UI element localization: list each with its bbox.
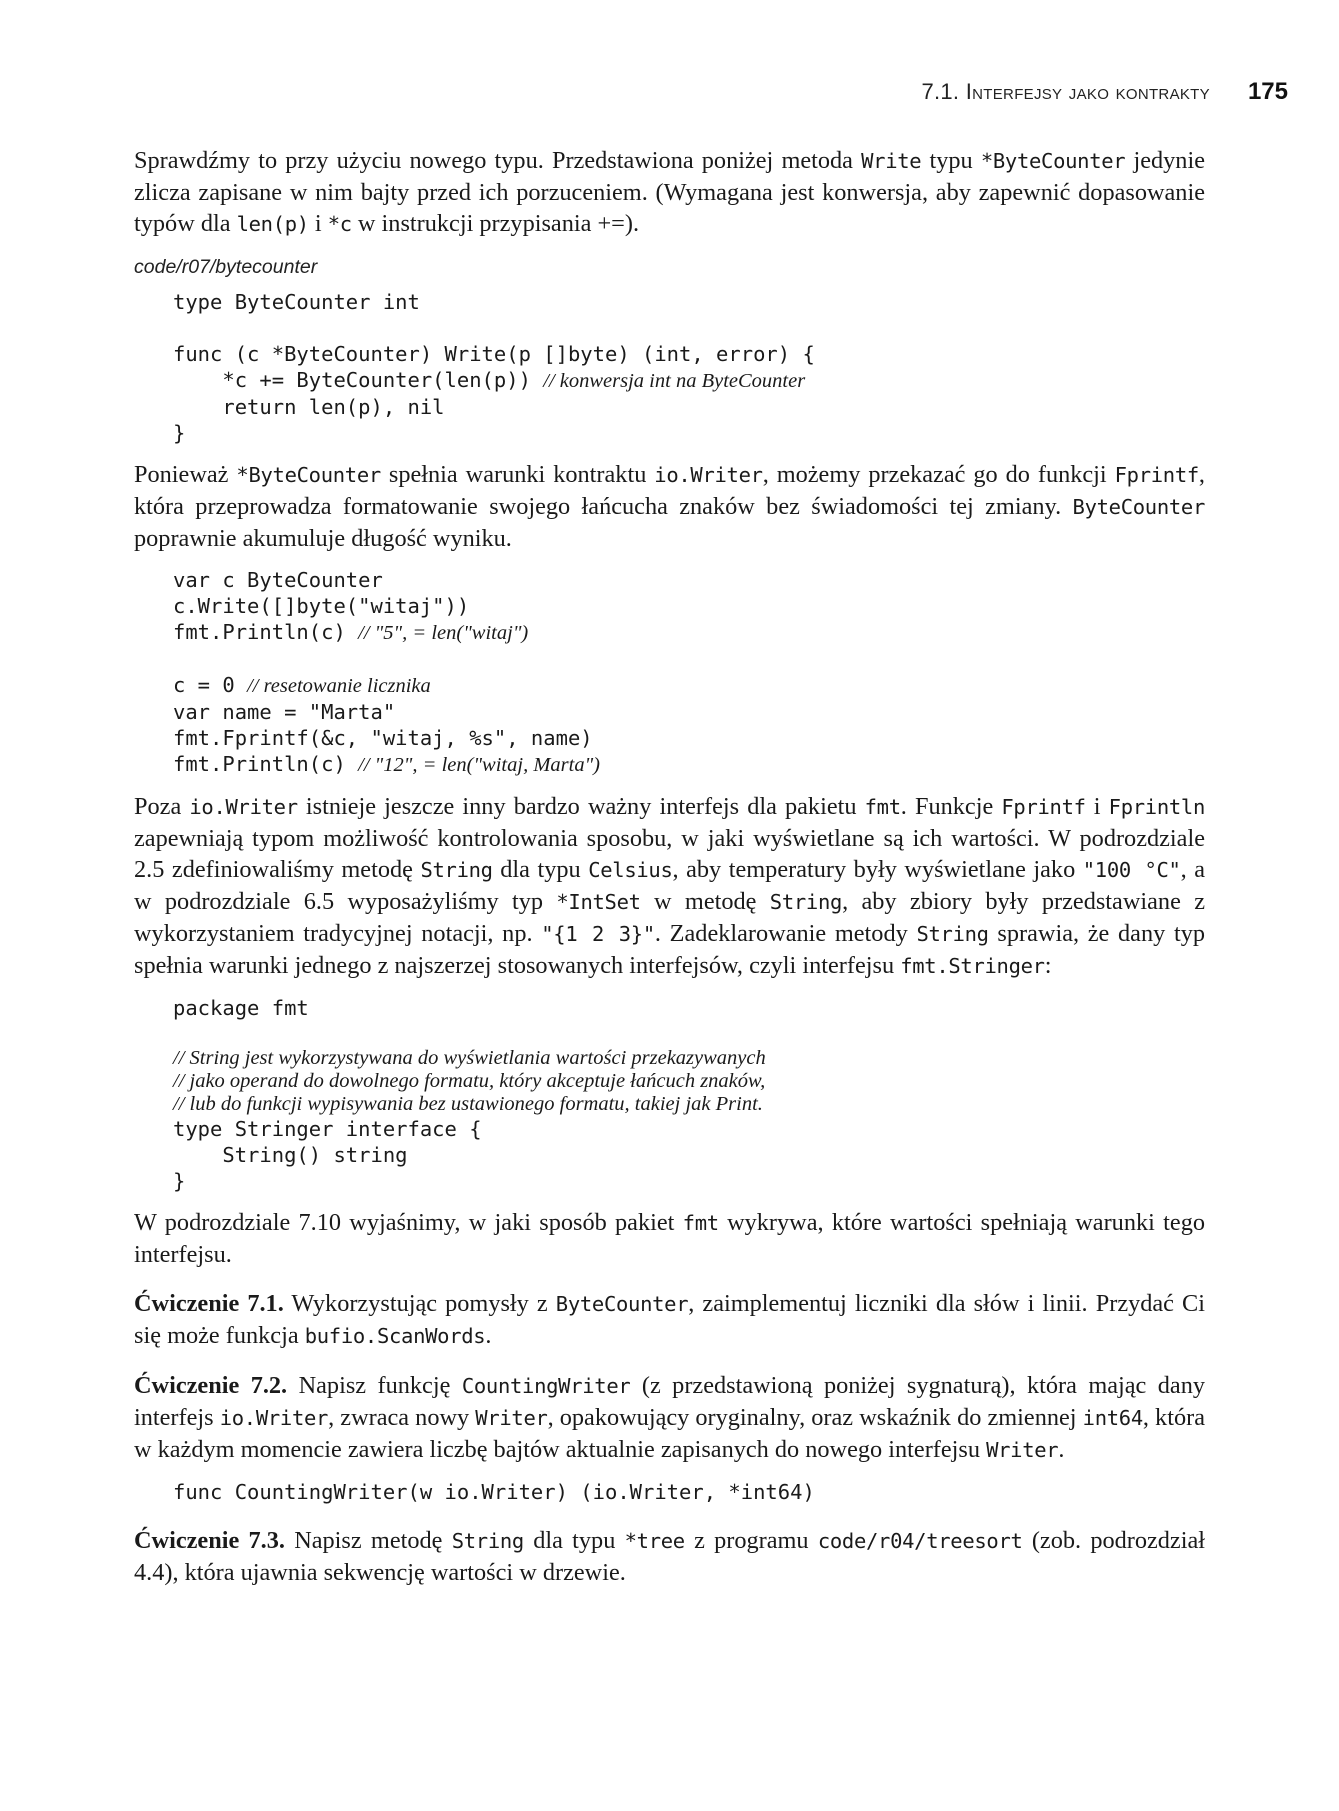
text: , zaimplementuj liczniki dla słów i linii. Przydać Ci się może funkcja xyxy=(134,1290,1206,1349)
code-line: func CountingWriter(w io.Writer) (io.Writer, *int64) xyxy=(173,1480,815,1504)
exercise-label: Ćwiczenie 7.2. xyxy=(134,1372,288,1399)
code-path-label: code/r07/bytecounter xyxy=(134,256,318,278)
code-line: func (c *ByteCounter) Write(p []byte) (int, error) { xyxy=(173,342,815,366)
code-text: fmt.Println(c) xyxy=(173,752,359,776)
text: z programu xyxy=(684,1527,818,1554)
inline-code: *c xyxy=(327,212,352,236)
text: typu xyxy=(921,147,981,174)
text: Sprawdźmy to przy użyciu nowego typu. Przedstawiona poniżej metoda xyxy=(134,147,862,174)
inline-code: String xyxy=(916,922,989,946)
inline-code: Celsius xyxy=(588,858,673,882)
text: Ponieważ xyxy=(134,461,237,488)
code-line: } xyxy=(173,1169,186,1193)
inline-code: String xyxy=(451,1529,524,1553)
paragraph-fmt-detect xyxy=(134,1207,1205,1270)
inline-code: Fprintf xyxy=(1114,463,1199,487)
text: , zwraca nowy xyxy=(328,1404,476,1431)
text: (zob. podrozdział 4.4), która ujawnia sekwencję wartości w drzewie. xyxy=(134,1527,1206,1586)
exercise-7-1 xyxy=(134,1288,1205,1352)
text: . Funkcje xyxy=(900,793,1002,820)
running-header xyxy=(921,78,1288,106)
inline-code: "{1 2 3}" xyxy=(541,922,655,946)
text: spełnia warunki kontraktu xyxy=(380,461,655,488)
text: , aby zbiory były przedstawiane z wykorzystaniem tradycyjnej notacji, np. xyxy=(134,888,1205,947)
text: dla typu xyxy=(523,1527,625,1554)
code-block-bytecounter xyxy=(134,289,1205,446)
exercise-7-3 xyxy=(134,1525,1205,1588)
code-comment: // "5", = len("witaj") xyxy=(358,622,529,644)
text: Poza xyxy=(134,793,190,820)
text: i xyxy=(308,210,328,237)
code-comment: // "12", = len("witaj, Marta") xyxy=(358,754,601,776)
page-number: 175 xyxy=(1247,78,1288,105)
text: , aby temperatury były wyświetlane jako xyxy=(672,856,1083,883)
exercise-label: Ćwiczenie 7.1. xyxy=(134,1290,284,1317)
inline-code: Fprintf xyxy=(1001,795,1086,819)
inline-code: fmt.Stringer xyxy=(900,954,1045,978)
code-line: String() string xyxy=(173,1143,408,1167)
text: . Zadeklarowanie metody xyxy=(654,920,917,947)
text: : xyxy=(1044,952,1052,979)
code-comment: // konwersja int na ByteCounter xyxy=(543,370,806,392)
text: , opakowujący oryginalny, oraz wskaźnik do zmiennej xyxy=(547,1404,1083,1431)
text: . xyxy=(1058,1436,1065,1463)
text: , możemy przekazać go do funkcji xyxy=(762,461,1115,488)
paragraph-stringer xyxy=(134,791,1205,982)
code-block-stringer-type xyxy=(134,1116,1205,1194)
text: , która w każdym momencie zawiera liczbę bajtów aktualnie zapisanych do nowego interfejsu xyxy=(134,1404,1205,1463)
inline-code: CountingWriter xyxy=(461,1374,631,1398)
code-line: fmt.Fprintf(&c, "witaj, %s", name) xyxy=(173,726,593,750)
exercise-7-2 xyxy=(134,1370,1205,1466)
inline-code: Fprintln xyxy=(1108,795,1206,819)
code-comment: // String jest wykorzystywana do wyświetlania wartości przekazywanych xyxy=(173,1047,766,1069)
text: Napisz metodę xyxy=(284,1527,452,1554)
paragraph-intro xyxy=(134,145,1205,240)
code-line xyxy=(173,751,1205,778)
inline-code: *ByteCounter xyxy=(236,463,381,487)
text: , która przeprowadza formatowanie swojego łańcucha znaków bez świadomości tej zmiany. xyxy=(134,461,1205,520)
code-line: type ByteCounter int xyxy=(173,290,420,314)
text: poprawnie akumuluje długość wyniku. xyxy=(134,525,512,552)
code-line xyxy=(173,672,1205,699)
code-line: } xyxy=(173,421,186,445)
inline-code: Write xyxy=(861,149,922,173)
inline-code: String xyxy=(769,890,843,914)
inline-code: fmt xyxy=(864,795,901,819)
inline-code: Writer xyxy=(986,1438,1059,1462)
code-line xyxy=(173,367,1205,394)
code-block-stringer xyxy=(134,995,1205,1021)
inline-code: int64 xyxy=(1082,1406,1143,1430)
text: (z przedstawioną poniżej sygnaturą), która mając dany interfejs xyxy=(134,1372,1206,1431)
code-comment: // resetowanie licznika xyxy=(247,675,431,697)
page-content xyxy=(134,145,1205,1588)
inline-code: io.Writer xyxy=(189,795,298,819)
code-line xyxy=(173,619,1205,646)
inline-code: ByteCounter xyxy=(555,1292,689,1316)
inline-code: ByteCounter xyxy=(1072,495,1205,519)
inline-code: Writer xyxy=(475,1406,548,1430)
code-line: return len(p), nil xyxy=(173,395,445,419)
code-block-usage xyxy=(134,567,1205,778)
inline-code: code/r04/treesort xyxy=(817,1529,1023,1553)
code-comment: // lub do funkcji wypisywania bez ustawionego formatu, takiej jak Print. xyxy=(173,1093,763,1115)
code-text: *c += ByteCounter(len(p)) xyxy=(173,368,544,392)
inline-code: *IntSet xyxy=(556,890,641,914)
paragraph-fprintf xyxy=(134,459,1205,554)
text: jedynie zlicza zapisane w nim bajty przed ich porzuceniem. (Wymagana jest konwersja, aby zapewnić dopasowanie typów dla xyxy=(134,147,1205,237)
code-line: c.Write([]byte("witaj")) xyxy=(173,594,470,618)
text: wykrywa, które wartości spełniają warunki tego interfejsu. xyxy=(134,1209,1205,1268)
text: sprawia, że dany typ spełnia warunki jednego z najszerzej stosowanych interfejsów, czyli interfejsu xyxy=(134,920,1205,979)
text: . xyxy=(485,1322,492,1349)
text: dla typu xyxy=(492,856,589,883)
code-line: package fmt xyxy=(173,996,309,1020)
text: i xyxy=(1085,793,1109,820)
inline-code: bufio.ScanWords xyxy=(304,1324,486,1348)
text: W podrozdziale 7.10 wyjaśnimy, w jaki sposób pakiet xyxy=(134,1209,683,1236)
inline-code: "100 °C" xyxy=(1082,858,1181,882)
inline-code: io.Writer xyxy=(219,1406,329,1430)
section-title: 7.1. Interfejsy jako kontrakty xyxy=(921,79,1210,104)
inline-code: *tree xyxy=(624,1529,685,1553)
code-text: fmt.Println(c) xyxy=(173,620,359,644)
inline-code: len(p) xyxy=(236,212,309,236)
code-text: c = 0 xyxy=(173,673,248,697)
code-comment: // jako operand do dowolnego formatu, który akceptuje łańcuch znaków, xyxy=(173,1070,766,1092)
inline-code: io.Writer xyxy=(654,463,763,487)
text: , a w podrozdziale 6.5 wyposażyliśmy typ xyxy=(134,856,1205,915)
exercise-label: Ćwiczenie 7.3. xyxy=(134,1527,285,1554)
inline-code: *ByteCounter xyxy=(980,149,1126,173)
text: w metodę xyxy=(640,888,770,915)
inline-code: String xyxy=(420,858,493,882)
text: w instrukcji przypisania +=). xyxy=(351,210,640,237)
text: istnieje jeszcze inny bardzo ważny interfejs dla pakietu xyxy=(297,793,865,820)
code-line: var c ByteCounter xyxy=(173,568,383,592)
inline-code: fmt xyxy=(682,1211,719,1235)
code-block-countingwriter xyxy=(134,1479,1205,1505)
code-line: var name = "Marta" xyxy=(173,700,396,724)
text: zapewniają typom możliwość kontrolowania sposobu, w jaki wyświetlane są ich wartości. W podrozdziale 2.5 zdefiniowaliśmy metodę xyxy=(134,825,1205,883)
text: Wykorzystując pomysły z xyxy=(283,1290,556,1317)
text: Napisz funkcję xyxy=(287,1372,462,1399)
code-line: type Stringer interface { xyxy=(173,1117,482,1141)
